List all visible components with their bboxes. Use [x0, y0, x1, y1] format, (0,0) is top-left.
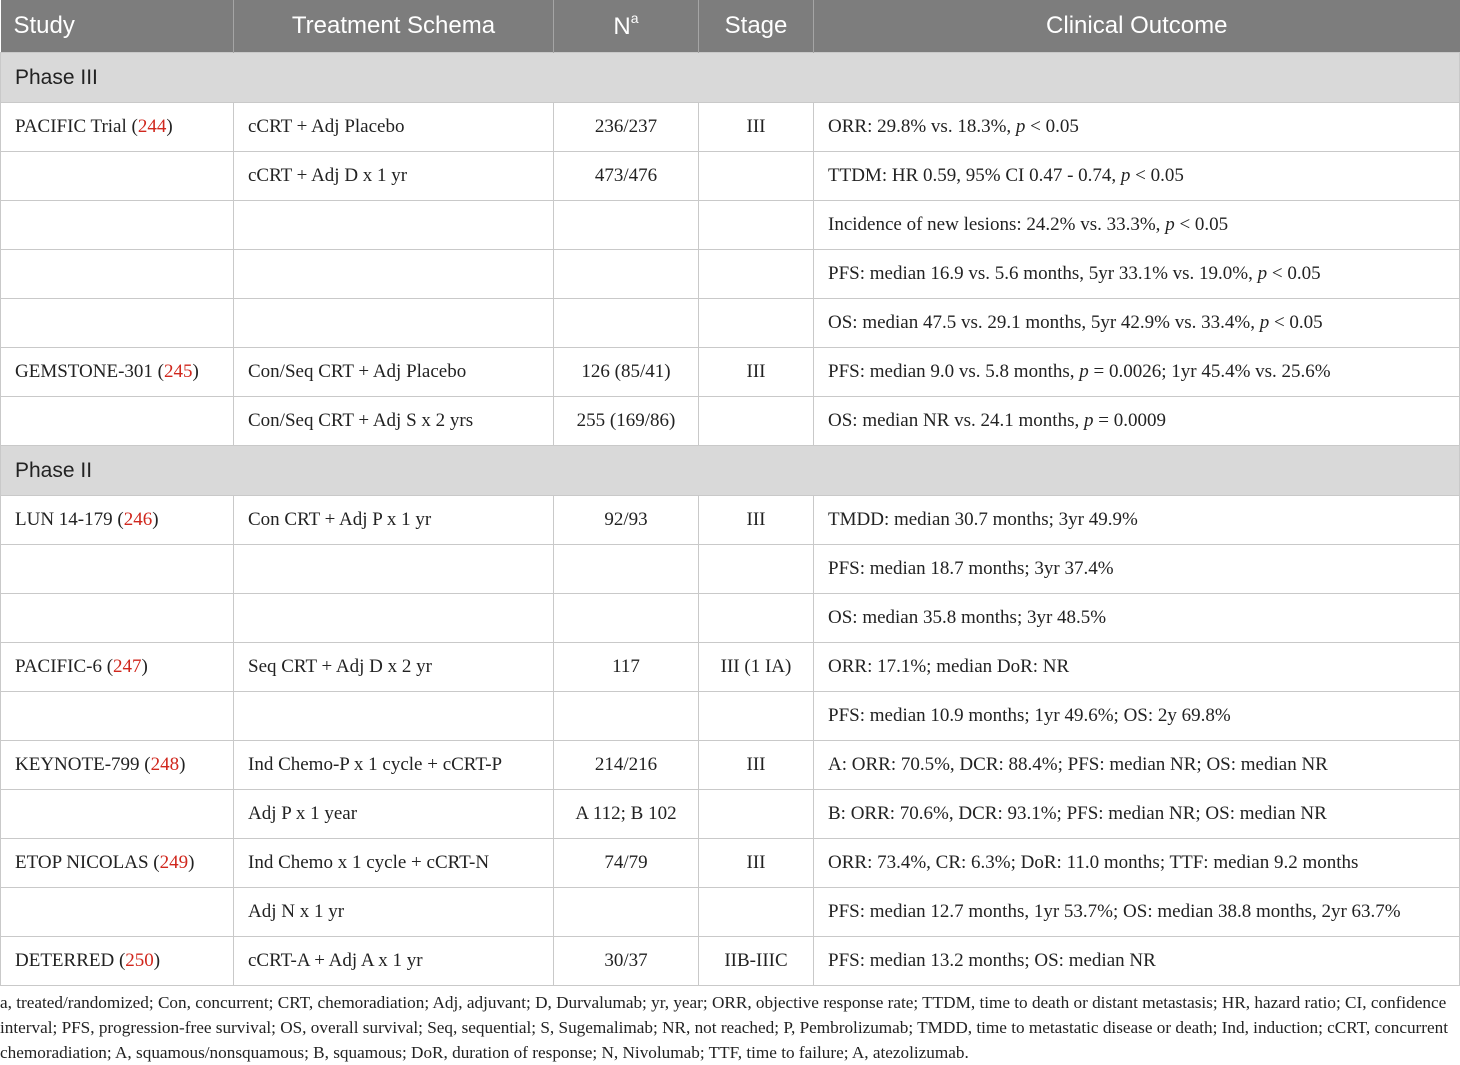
outcome-text-tail: < 0.05: [1269, 312, 1323, 333]
treatment-text: Con/Seq CRT + Adj S x 2 yrs: [248, 410, 474, 431]
outcome-text: ORR: 29.8% vs. 18.3%,: [828, 116, 1016, 137]
study-name: LUN 14-179 (: [15, 509, 124, 530]
outcome-text: OS: median 35.8 months; 3yr 48.5%: [828, 607, 1107, 628]
cell-study: [1, 545, 234, 594]
table-row: [1, 299, 1460, 348]
cell-treatment: [234, 496, 554, 545]
study-name: GEMSTONE-301 (: [15, 361, 165, 382]
outcome-text: PFS: median 12.7 months, 1yr 53.7%; OS: median 38.8 months, 2yr 63.7%: [828, 901, 1401, 922]
header-treatment-schema: Treatment Schema: [234, 0, 554, 53]
cell-stage: [699, 152, 814, 201]
outcome-text: TTDM: HR 0.59, 95% CI 0.47 - 0.74,: [828, 165, 1121, 186]
cell-stage: [699, 103, 814, 152]
cell-outcome: [814, 790, 1460, 839]
header-study: Study: [1, 0, 234, 53]
cell-stage: [699, 299, 814, 348]
treatment-text: Ind Chemo x 1 cycle + cCRT-N: [248, 852, 490, 873]
n-text: 126 (85/41): [581, 361, 671, 382]
cell-n: [554, 250, 699, 299]
cell-treatment: [234, 152, 554, 201]
reference-link[interactable]: 250: [125, 950, 154, 971]
phase-row-iii: [1, 53, 1460, 103]
cell-stage: [699, 201, 814, 250]
outcome-text: OS: median 47.5 vs. 29.1 months, 5yr 42.9% vs. 33.4%,: [828, 312, 1260, 333]
n-text: 74/79: [604, 852, 648, 873]
treatment-text: Adj P x 1 year: [248, 803, 358, 824]
cell-study: [1, 250, 234, 299]
table-row: [1, 594, 1460, 643]
treatment-text: Con/Seq CRT + Adj Placebo: [248, 361, 467, 382]
outcome-text: PFS: median 10.9 months; 1yr 49.6%; OS: 2y 69.8%: [828, 705, 1231, 726]
outcome-text: PFS: median 13.2 months; OS: median NR: [828, 950, 1156, 971]
table-row: [1, 152, 1460, 201]
n-text: 117: [612, 656, 640, 677]
cell-treatment: [234, 643, 554, 692]
cell-n: [554, 299, 699, 348]
phase-row-ii: [1, 446, 1460, 496]
study-name: ETOP NICOLAS (: [15, 852, 160, 873]
phase-label: Phase III: [1, 53, 1460, 103]
outcome-text-tail: < 0.05: [1025, 116, 1079, 137]
outcome-text-tail: = 0.0009: [1093, 410, 1166, 431]
header-row: [1, 0, 1460, 53]
cell-treatment: [234, 103, 554, 152]
cell-outcome: [814, 201, 1460, 250]
cell-treatment: [234, 741, 554, 790]
cell-study: [1, 152, 234, 201]
reference-link[interactable]: 244: [137, 116, 167, 137]
cell-treatment: [234, 888, 554, 937]
cell-outcome: [814, 643, 1460, 692]
header-stage: Stage: [699, 0, 814, 53]
outcome-text: A: ORR: 70.5%, DCR: 88.4%; PFS: median NR; OS: median NR: [828, 754, 1328, 775]
outcome-text: PFS: median 9.0 vs. 5.8 months,: [828, 361, 1080, 382]
cell-outcome: [814, 594, 1460, 643]
study-close-paren: ): [188, 852, 195, 873]
outcome-text-tail: < 0.05: [1130, 165, 1184, 186]
table-row: [1, 496, 1460, 545]
cell-study: [1, 937, 234, 986]
p-value-symbol: p: [1079, 361, 1089, 382]
cell-study: [1, 397, 234, 446]
cell-n: [554, 103, 699, 152]
n-text: 473/476: [594, 165, 658, 186]
study-close-paren: ): [192, 361, 199, 382]
treatment-text: Ind Chemo-P x 1 cycle + cCRT-P: [248, 754, 503, 775]
cell-study: [1, 299, 234, 348]
outcome-text: TMDD: median 30.7 months; 3yr 49.9%: [828, 509, 1138, 530]
cell-n: [554, 741, 699, 790]
cell-stage: [699, 888, 814, 937]
header-clinical-outcome: Clinical Outcome: [814, 0, 1460, 53]
table-row: [1, 790, 1460, 839]
cell-treatment: [234, 397, 554, 446]
n-text: 30/37: [604, 950, 648, 971]
cell-study: [1, 888, 234, 937]
stage-text: III: [746, 852, 766, 873]
cell-outcome: [814, 888, 1460, 937]
cell-stage: [699, 250, 814, 299]
cell-n: [554, 152, 699, 201]
cell-study: [1, 643, 234, 692]
treatment-text: Adj N x 1 yr: [248, 901, 345, 922]
p-value-symbol: p: [1259, 312, 1270, 333]
p-value-symbol: p: [1257, 263, 1268, 284]
treatment-text: Con CRT + Adj P x 1 yr: [248, 509, 432, 530]
cell-treatment: [234, 545, 554, 594]
header-n-label: N: [613, 12, 631, 40]
p-value-symbol: p: [1165, 214, 1175, 235]
phase-label: Phase II: [1, 446, 1460, 496]
cell-treatment: [234, 201, 554, 250]
study-name: DETERRED (: [15, 950, 126, 971]
outcome-text: Incidence of new lesions: 24.2% vs. 33.3%,: [828, 214, 1166, 235]
cell-stage: [699, 496, 814, 545]
treatment-text: cCRT-A + Adj A x 1 yr: [248, 950, 423, 971]
reference-link[interactable]: 246: [123, 509, 153, 530]
header-n-superscript: a: [630, 9, 639, 26]
study-name: PACIFIC-6 (: [15, 656, 114, 677]
cell-stage: [699, 790, 814, 839]
header-n: [554, 0, 699, 53]
cell-n: [554, 692, 699, 741]
cell-n: [554, 545, 699, 594]
p-value-symbol: p: [1120, 165, 1131, 186]
stage-text: III (1 IA): [720, 656, 792, 677]
cell-n: [554, 643, 699, 692]
n-text: 92/93: [604, 509, 648, 530]
n-text: 236/237: [594, 116, 658, 137]
table-row: [1, 250, 1460, 299]
cell-outcome: [814, 103, 1460, 152]
stage-text: III: [746, 509, 766, 530]
cell-treatment: [234, 250, 554, 299]
cell-n: [554, 201, 699, 250]
cell-outcome: [814, 839, 1460, 888]
cell-n: [554, 888, 699, 937]
cell-stage: [699, 692, 814, 741]
cell-treatment: [234, 937, 554, 986]
cell-study: [1, 692, 234, 741]
cell-treatment: [234, 692, 554, 741]
cell-n: [554, 594, 699, 643]
stage-text: IIB-IIIC: [724, 950, 788, 971]
cell-stage: [699, 741, 814, 790]
reference-link[interactable]: 247: [113, 656, 142, 677]
table-row: [1, 643, 1460, 692]
table-footnote: a, treated/randomized; Con, concurrent; CRT, chemoradiation; Adj, adjuvant; D, Durvalumab; yr, year; ORR, objective response rate; TTDM, time to death or distant metastasis; HR, hazard ratio; CI, confidence interval; PFS, progression-free survival; OS, overall survival; Seq, sequential; S, Sugemalimab; NR, not reached; P, Pembrolizumab; TMDD, time to metastatic disease or death; Ind, induction; cCRT, concurrent chemoradiation; A, squamous/nonsquamous; B, squamous; DoR, duration of response; N, Nivolumab; TTF, time to failure; A, atezolizumab.: [0, 993, 1449, 1062]
table-row: [1, 103, 1460, 152]
outcome-text-tail: < 0.05: [1267, 263, 1321, 284]
cell-outcome: [814, 741, 1460, 790]
cell-n: [554, 790, 699, 839]
cell-stage: [699, 594, 814, 643]
cell-n: [554, 397, 699, 446]
cell-treatment: [234, 839, 554, 888]
study-close-paren: ): [152, 509, 159, 530]
cell-stage: [699, 643, 814, 692]
cell-study: [1, 348, 234, 397]
reference-link[interactable]: 248: [150, 754, 180, 775]
cell-study: [1, 839, 234, 888]
cell-study: [1, 741, 234, 790]
stage-text: III: [746, 361, 766, 382]
p-value-symbol: p: [1083, 410, 1094, 431]
cell-outcome: [814, 496, 1460, 545]
cell-study: [1, 201, 234, 250]
cell-treatment: [234, 348, 554, 397]
stage-text: III: [746, 116, 766, 137]
outcome-text: ORR: 73.4%, CR: 6.3%; DoR: 11.0 months; TTF: median 9.2 months: [828, 852, 1359, 873]
cell-n: [554, 496, 699, 545]
reference-link[interactable]: 249: [159, 852, 189, 873]
cell-study: [1, 496, 234, 545]
cell-stage: [699, 348, 814, 397]
table-row: [1, 839, 1460, 888]
cell-outcome: [814, 545, 1460, 594]
table-row: [1, 348, 1460, 397]
study-close-paren: ): [166, 116, 173, 137]
cell-stage: [699, 545, 814, 594]
study-name: KEYNOTE-799 (: [15, 754, 151, 775]
cell-outcome: [814, 250, 1460, 299]
cell-study: [1, 594, 234, 643]
table-row: [1, 937, 1460, 986]
table-row: [1, 692, 1460, 741]
treatment-text: cCRT + Adj Placebo: [248, 116, 405, 137]
table-row: [1, 397, 1460, 446]
study-close-paren: ): [179, 754, 186, 775]
n-text: A 112; B 102: [575, 803, 677, 824]
cell-stage: [699, 839, 814, 888]
cell-outcome: [814, 397, 1460, 446]
cell-study: [1, 103, 234, 152]
outcome-text: PFS: median 18.7 months; 3yr 37.4%: [828, 558, 1114, 579]
cell-outcome: [814, 152, 1460, 201]
study-close-paren: ): [153, 950, 161, 971]
cell-treatment: [234, 299, 554, 348]
cell-n: [554, 348, 699, 397]
outcome-text: B: ORR: 70.6%, DCR: 93.1%; PFS: median NR; OS: median NR: [828, 803, 1327, 824]
outcome-text: PFS: median 16.9 vs. 5.6 months, 5yr 33.1% vs. 19.0%,: [828, 263, 1258, 284]
cell-outcome: [814, 937, 1460, 986]
study-name: PACIFIC Trial (: [15, 116, 138, 137]
cell-treatment: [234, 594, 554, 643]
table-row: [1, 741, 1460, 790]
cell-stage: [699, 937, 814, 986]
n-text: 255 (169/86): [576, 410, 676, 431]
p-value-symbol: p: [1015, 116, 1026, 137]
cell-treatment: [234, 790, 554, 839]
cell-outcome: [814, 348, 1460, 397]
reference-link[interactable]: 245: [164, 361, 193, 382]
outcome-text-tail: < 0.05: [1174, 214, 1229, 235]
cell-stage: [699, 397, 814, 446]
outcome-text-tail: = 0.0026; 1yr 45.4% vs. 25.6%: [1088, 361, 1331, 382]
study-close-paren: ): [141, 656, 148, 677]
outcome-text: OS: median NR vs. 24.1 months,: [828, 410, 1084, 431]
treatment-text: Seq CRT + Adj D x 2 yr: [248, 656, 432, 677]
table-row: [1, 888, 1460, 937]
cell-outcome: [814, 692, 1460, 741]
stage-text: III: [746, 754, 766, 775]
cell-n: [554, 937, 699, 986]
cell-outcome: [814, 299, 1460, 348]
n-text: 214/216: [594, 754, 658, 775]
cell-n: [554, 839, 699, 888]
outcome-text: ORR: 17.1%; median DoR: NR: [828, 656, 1070, 677]
cell-study: [1, 790, 234, 839]
treatment-text: cCRT + Adj D x 1 yr: [248, 165, 408, 186]
table-row: [1, 201, 1460, 250]
table-row: [1, 545, 1460, 594]
